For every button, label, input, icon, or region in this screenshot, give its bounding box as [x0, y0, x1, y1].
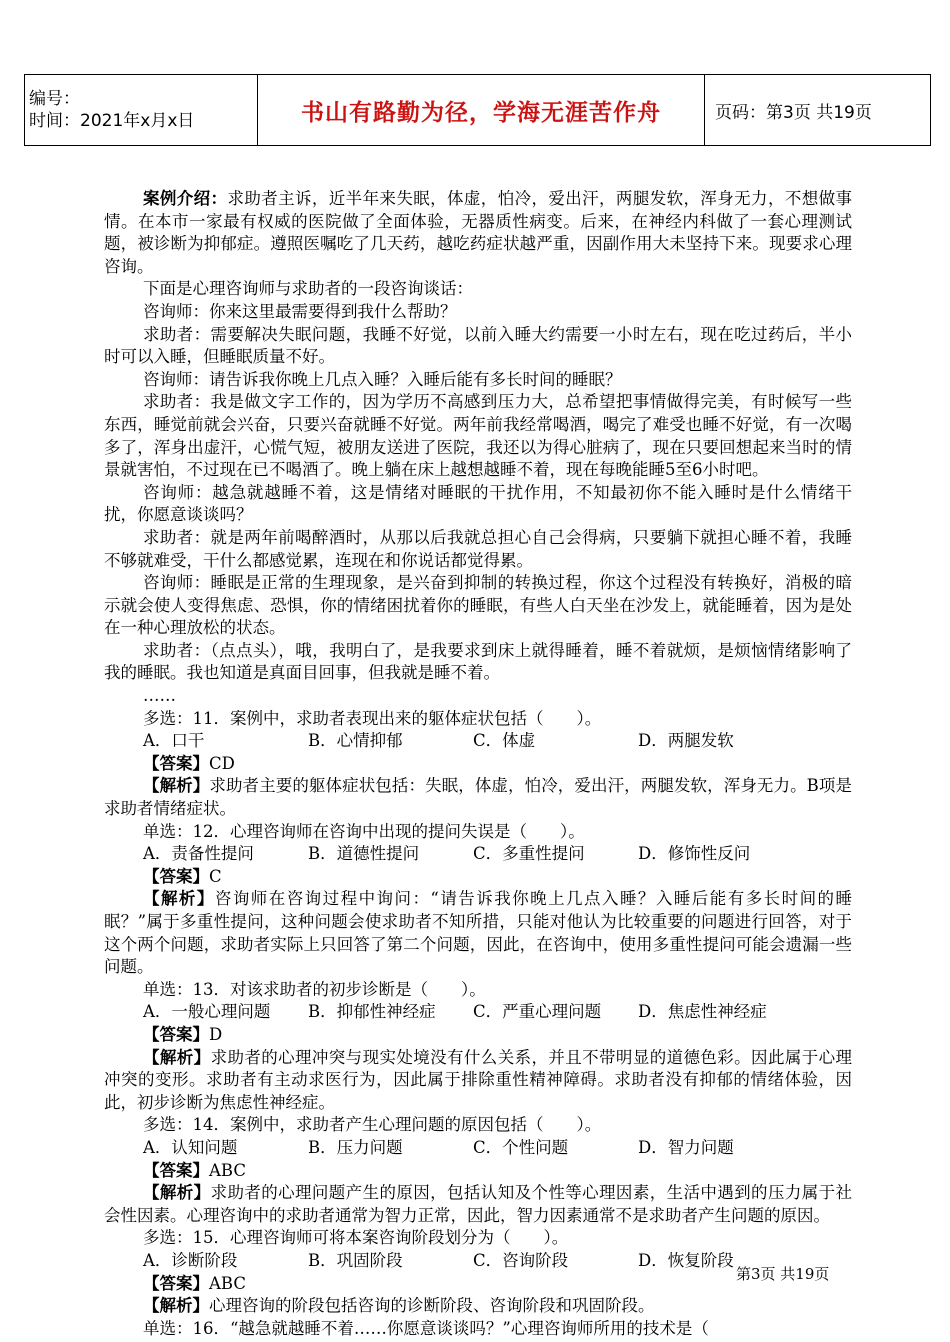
- analysis-label: 【解析】: [143, 1296, 209, 1316]
- option: C．个性问题: [473, 1137, 569, 1157]
- dialog-line: 咨询师：请告诉我你晚上几点入睡？入睡后能有多长时间的睡眠？: [143, 369, 622, 389]
- document-body: [104, 188, 852, 1340]
- option: D．恢复阶段: [638, 1250, 734, 1270]
- header-motto: [257, 75, 705, 145]
- question-stem: 多选：15．心理咨询师可将本案咨询阶段划分为（ ）。: [143, 1228, 569, 1248]
- page-footer: 第3页 共19页: [736, 1265, 830, 1283]
- answer: [104, 753, 852, 776]
- analysis: [104, 888, 852, 978]
- option: C．严重心理问题: [473, 1002, 602, 1022]
- option: A．一般心理问题: [143, 1002, 271, 1022]
- analysis-text: 求助者主要的躯体症状包括：失眠，体虚，怕冷，爱出汗，两腿发软，浑身无力。B项是求助者情绪症状。: [104, 776, 852, 819]
- case-intro-text: 求助者主诉，近半年来失眠，体虚，怕冷，爱出汗，两腿发软，浑身无力，不想做事情。在本市一家最有权威的医院做了全面体验，无器质性病变。后来，在神经内科做了一套心理测试题，被诊断为抑郁症。遵照医嘱吃了几天药，越吃药症状越严重，因副作用大未坚持下来。现要求心理咨询。: [104, 189, 853, 276]
- question-options: [104, 730, 852, 753]
- answer-value: C: [209, 866, 222, 886]
- option: B．心情抑郁: [308, 731, 403, 751]
- motto-text: 书山有路勤为径，学海无涯苦作舟: [301, 99, 661, 126]
- analysis: [104, 1295, 852, 1318]
- option: A．口干: [143, 731, 205, 751]
- dialog-intro: 下面是心理咨询师与求助者的一段咨询谈话：: [143, 279, 473, 299]
- option: C．体虚: [473, 731, 536, 751]
- option: C．多重性提问: [473, 844, 585, 864]
- option: B．道德性提问: [308, 844, 420, 864]
- answer-value: D: [209, 1024, 223, 1044]
- dialog-line: 求助者：我是做文字工作的，因为学历不高感到压力大，总希望把事情做得完美，有时候写一些东西，睡觉前就会兴奋，只要兴奋就睡不好觉。两年前我经常喝酒，喝完了难受也睡不好觉，有一次喝多了，浑身出虚汗，心慌气短，被朋友送进了医院，我还以为得心脏病了，现在只要回想起来当时的情景就害怕，不过现在已不喝酒了。晚上躺在床上越想越睡不着，现在每晚能睡5至6小时吧。: [104, 392, 852, 480]
- answer-label: 【答案】: [143, 1024, 209, 1044]
- analysis-text: 心理咨询的阶段包括咨询的诊断阶段、咨询阶段和巩固阶段。: [209, 1296, 655, 1316]
- option: D．两腿发软: [638, 731, 734, 751]
- dialog-line: 咨询师：你来这里最需要得到我什么帮助？: [143, 301, 457, 321]
- option: D．智力问题: [638, 1137, 734, 1157]
- analysis-label: 【解析】: [143, 1047, 211, 1067]
- option: B．巩固阶段: [308, 1250, 403, 1270]
- question-options: [104, 1137, 852, 1160]
- analysis-label: 【解析】: [143, 1183, 211, 1203]
- analysis-text: 咨询师在咨询过程中询问：“请告诉我你晚上几点入睡？入睡后能有多长时间的睡眠？”属于多重性提问，这种问题会使求助者不知所措，只能对他认为比较重要的问题进行回答，对于这个两个问题，求助者实际上只回答了第二个问题，因此，在咨询中，使用多重性提问可能会遗漏一些问题。: [104, 889, 853, 977]
- dialog-line: 咨询师：睡眠是正常的生理现象，是兴奋到抑制的转换过程，你这个过程没有转换好，消极的暗示就会使人变得焦虑、恐惧，你的情绪困扰着你的睡眠，有些人白天坐在沙发上，就能睡着，因为是处在一种心理放松的状态。: [104, 573, 852, 638]
- dialog-line: 求助者：需要解决失眠问题，我睡不好觉，以前入睡大约需要一小时左右，现在吃过药后，半小时可以入睡，但睡眠质量不好。: [104, 324, 852, 367]
- option: D．修饰性反问: [638, 844, 751, 864]
- document-time-label: 时间：2021年x月x日: [29, 111, 195, 131]
- answer-value: ABC: [209, 1160, 246, 1180]
- answer-value: CD: [209, 753, 235, 773]
- header-page-number: 页码：第3页 共19页: [715, 102, 872, 123]
- answer-label: 【答案】: [143, 753, 209, 773]
- question-stem: 单选：12．心理咨询师在咨询中出现的提问失误是（ ）。: [143, 821, 585, 841]
- header-page-info: [705, 75, 930, 145]
- option: B．抑郁性神经症: [308, 1002, 436, 1022]
- ellipsis: ……: [143, 686, 176, 706]
- option: C．咨询阶段: [473, 1250, 569, 1270]
- analysis: [104, 775, 852, 820]
- document-number-label: 编号：: [29, 89, 80, 109]
- answer-label: 【答案】: [143, 1160, 209, 1180]
- question-options: [104, 1001, 852, 1024]
- dialog-line: 求助者：就是两年前喝醉酒时，从那以后我就总担心自己会得病，只要躺下就担心睡不着，我睡不够就难受，干什么都感觉累，连现在和你说话都觉得累。: [104, 527, 852, 570]
- answer-label: 【答案】: [143, 1273, 209, 1293]
- answer: [104, 866, 852, 889]
- option: A．责备性提问: [143, 844, 254, 864]
- option: A．诊断阶段: [143, 1250, 238, 1270]
- header-meta: [25, 75, 257, 145]
- analysis-text: 求助者的心理问题产生的原因，包括认知及个性等心理因素，生活中遇到的压力属于社会性因素。心理咨询中的求助者通常为智力正常，因此，智力因素通常不是求助者产生问题的原因。: [104, 1183, 853, 1225]
- option: D．焦虑性神经症: [638, 1002, 767, 1022]
- question-stem: 多选：14．案例中，求助者产生心理问题的原因包括（ ）。: [143, 1115, 602, 1135]
- analysis: [104, 1047, 852, 1115]
- analysis: [104, 1182, 852, 1227]
- question-stem: 单选：13．对该求助者的初步诊断是（ ）。: [143, 979, 486, 999]
- answer: [104, 1160, 852, 1183]
- case-intro-label: 案例介绍：: [143, 189, 228, 208]
- answer-value: ABC: [209, 1273, 246, 1293]
- dialog-line: 求助者：（点点头），哦，我明白了，是我要求到床上就得睡着，睡不着就烦，是烦恼情绪影响了我的睡眠。我也知道是真面目回事，但我就是睡不着。: [104, 640, 852, 683]
- page-header: [24, 74, 931, 146]
- analysis-label: 【解析】: [143, 889, 215, 909]
- question-stem: 多选：11．案例中，求助者表现出来的躯体症状包括（ ）。: [143, 708, 602, 728]
- question-options: [104, 843, 852, 866]
- answer: [104, 1024, 852, 1047]
- option: A．认知问题: [143, 1137, 238, 1157]
- dialog-line: 咨询师：越急就越睡不着，这是情绪对睡眠的干扰作用，不知最初你不能入睡时是什么情绪干扰，你愿意谈谈吗？: [104, 482, 852, 525]
- question-stem: 单选：16．“越急就越睡不着……你愿意谈谈吗？”心理咨询师所用的技术是（: [143, 1318, 709, 1338]
- answer-label: 【答案】: [143, 866, 209, 886]
- analysis-text: 求助者的心理冲突与现实处境没有什么关系，并且不带明显的道德色彩。因此属于心理冲突的变形。求助者有主动求医行为，因此属于排除重性精神障碍。求助者没有抑郁的情绪体验，因此，初步诊断为焦虑性神经症。: [104, 1047, 853, 1112]
- option: B．压力问题: [308, 1137, 403, 1157]
- case-intro: [104, 188, 852, 278]
- analysis-label: 【解析】: [143, 776, 210, 796]
